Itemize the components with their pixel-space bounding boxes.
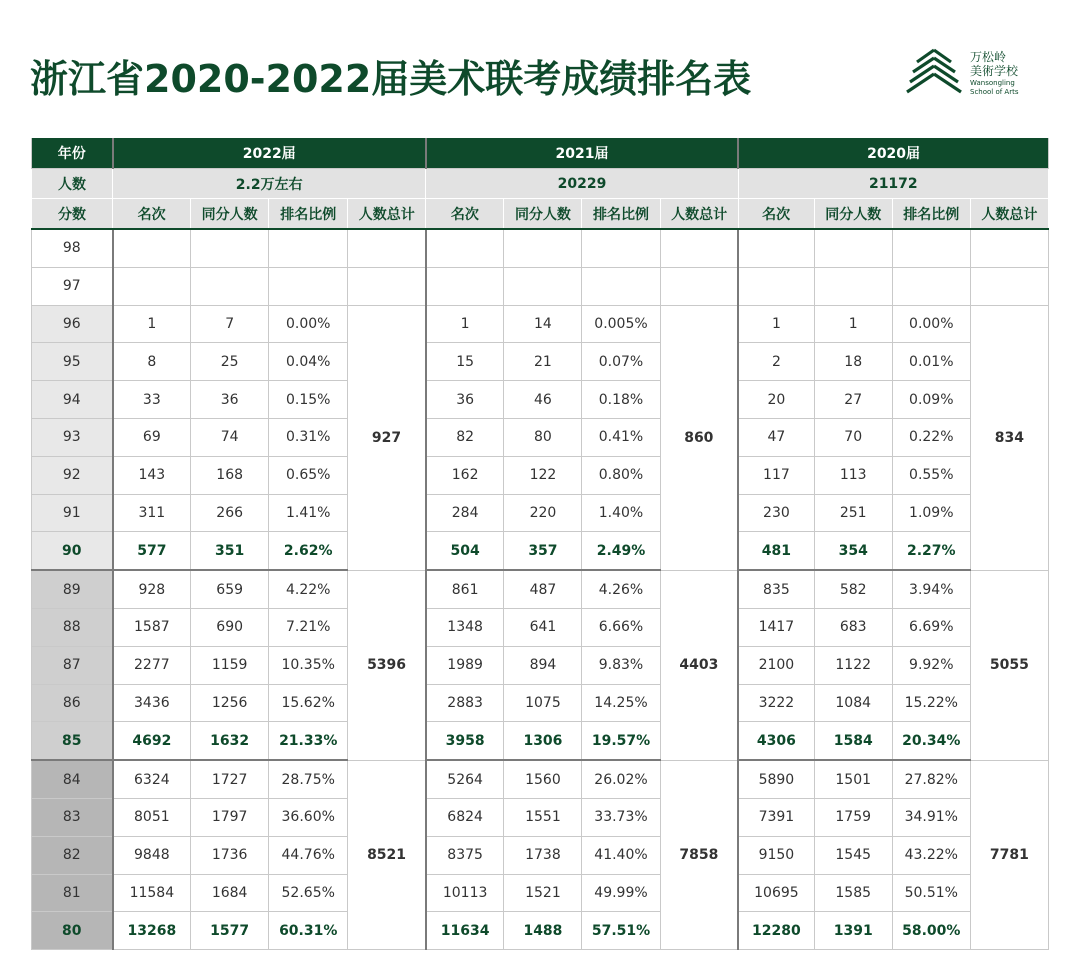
table-row: [32, 836, 1049, 874]
table-row: [32, 684, 1049, 722]
same-score-count-cell: 1122: [814, 646, 892, 684]
rank-cell: 8375: [426, 836, 504, 874]
count-label: 人数: [32, 169, 113, 199]
table-row: [32, 494, 1049, 532]
table-row: [32, 912, 1049, 950]
rank-ratio-cell: 0.15%: [269, 381, 348, 419]
table-row: [32, 722, 1049, 760]
rank-ratio-cell: [582, 267, 660, 305]
rank-ratio-cell: 1.09%: [892, 494, 970, 532]
rank-cell: 9848: [113, 836, 191, 874]
rank-ratio-cell: 44.76%: [269, 836, 348, 874]
rank-ratio-cell: 26.02%: [582, 760, 660, 798]
rank-cell: 13268: [113, 912, 191, 950]
year-2021-header: 2021届: [426, 138, 738, 169]
column-header: 名次: [738, 199, 814, 230]
rank-cell: 3958: [426, 722, 504, 760]
school-logo: [905, 46, 1065, 100]
rank-ratio-cell: 3.94%: [892, 570, 970, 608]
rank-cell: 7391: [738, 798, 814, 836]
rank-cell: [113, 267, 191, 305]
group-total-cell: 834: [970, 305, 1048, 570]
same-score-count-cell: 122: [504, 456, 582, 494]
total-cell: [660, 229, 738, 267]
score-cell: 96: [32, 305, 113, 343]
rank-cell: 12280: [738, 912, 814, 950]
same-score-count-cell: 1: [814, 305, 892, 343]
table-row: [32, 305, 1049, 343]
same-score-count-cell: 74: [191, 418, 269, 456]
same-score-count-cell: 1585: [814, 874, 892, 912]
same-score-count-cell: 690: [191, 608, 269, 646]
rank-cell: 143: [113, 456, 191, 494]
group-total-cell: 8521: [348, 760, 426, 949]
rank-ratio-cell: 6.69%: [892, 608, 970, 646]
rank-cell: 69: [113, 418, 191, 456]
same-score-count-cell: 1560: [504, 760, 582, 798]
table-row: [32, 798, 1049, 836]
total-cell: [348, 229, 426, 267]
group-total-cell: 860: [660, 305, 738, 570]
rank-ratio-cell: [269, 229, 348, 267]
rank-cell: [738, 267, 814, 305]
table-row: [32, 532, 1049, 570]
total-cell: [970, 267, 1048, 305]
rank-cell: 15: [426, 343, 504, 381]
same-score-count-cell: 7: [191, 305, 269, 343]
rank-ratio-cell: 0.09%: [892, 381, 970, 419]
same-score-count-cell: 46: [504, 381, 582, 419]
rank-cell: 2883: [426, 684, 504, 722]
same-score-count-cell: 25: [191, 343, 269, 381]
same-score-count-cell: 80: [504, 418, 582, 456]
rank-ratio-cell: 19.57%: [582, 722, 660, 760]
rank-ratio-cell: 2.62%: [269, 532, 348, 570]
score-cell: 93: [32, 418, 113, 456]
column-header: 排名比例: [892, 199, 970, 230]
rank-ratio-cell: 15.62%: [269, 684, 348, 722]
rank-cell: [738, 229, 814, 267]
same-score-count-cell: 1306: [504, 722, 582, 760]
same-score-count-cell: 168: [191, 456, 269, 494]
rank-cell: 5890: [738, 760, 814, 798]
score-cell: 97: [32, 267, 113, 305]
score-cell: 85: [32, 722, 113, 760]
same-score-count-cell: 351: [191, 532, 269, 570]
rank-cell: 928: [113, 570, 191, 608]
rank-ratio-cell: 2.27%: [892, 532, 970, 570]
rank-cell: 8051: [113, 798, 191, 836]
rank-ratio-cell: 14.25%: [582, 684, 660, 722]
rank-cell: 2277: [113, 646, 191, 684]
rank-cell: [426, 229, 504, 267]
rank-ratio-cell: 0.65%: [269, 456, 348, 494]
same-score-count-cell: 582: [814, 570, 892, 608]
rank-cell: 3436: [113, 684, 191, 722]
same-score-count-cell: [191, 229, 269, 267]
same-score-count-cell: 14: [504, 305, 582, 343]
rank-ratio-cell: 0.005%: [582, 305, 660, 343]
logo-english-name: [970, 79, 1019, 97]
rank-cell: 1989: [426, 646, 504, 684]
ranking-table: [31, 138, 1049, 950]
rank-ratio-cell: 2.49%: [582, 532, 660, 570]
score-cell: 87: [32, 646, 113, 684]
rank-cell: 82: [426, 418, 504, 456]
rank-ratio-cell: 58.00%: [892, 912, 970, 950]
rank-cell: 230: [738, 494, 814, 532]
score-cell: 90: [32, 532, 113, 570]
rank-cell: 1348: [426, 608, 504, 646]
same-score-count-cell: 1797: [191, 798, 269, 836]
rank-cell: 311: [113, 494, 191, 532]
score-cell: 89: [32, 570, 113, 608]
same-score-count-cell: 1521: [504, 874, 582, 912]
logo-en-line2: School of Arts: [970, 88, 1019, 96]
same-score-count-cell: 357: [504, 532, 582, 570]
same-score-count-cell: 251: [814, 494, 892, 532]
rank-ratio-cell: 15.22%: [892, 684, 970, 722]
rank-cell: 11634: [426, 912, 504, 950]
group-total-cell: 5396: [348, 570, 426, 760]
rank-ratio-cell: [269, 267, 348, 305]
rank-cell: 6824: [426, 798, 504, 836]
total-cell: [348, 267, 426, 305]
count-2020: 21172: [738, 169, 1048, 199]
table-row: [32, 608, 1049, 646]
year-2020-header: 2020届: [738, 138, 1048, 169]
rank-ratio-cell: 0.07%: [582, 343, 660, 381]
score-cell: 86: [32, 684, 113, 722]
rank-ratio-cell: 49.99%: [582, 874, 660, 912]
same-score-count-cell: 1727: [191, 760, 269, 798]
logo-en-line1: Wansongling: [970, 79, 1015, 87]
rank-ratio-cell: 0.31%: [269, 418, 348, 456]
same-score-count-cell: 21: [504, 343, 582, 381]
rank-cell: 835: [738, 570, 814, 608]
year-header-row: [32, 138, 1049, 169]
rank-cell: 1417: [738, 608, 814, 646]
rank-cell: 1: [426, 305, 504, 343]
same-score-count-cell: 894: [504, 646, 582, 684]
same-score-count-cell: 641: [504, 608, 582, 646]
rank-ratio-cell: 36.60%: [269, 798, 348, 836]
rank-cell: 577: [113, 532, 191, 570]
group-total-cell: 4403: [660, 570, 738, 760]
score-cell: 92: [32, 456, 113, 494]
rank-ratio-cell: 4.22%: [269, 570, 348, 608]
column-header: 同分人数: [191, 199, 269, 230]
same-score-count-cell: 683: [814, 608, 892, 646]
table-row: [32, 874, 1049, 912]
table-row: [32, 229, 1049, 267]
count-2021: 20229: [426, 169, 738, 199]
rank-ratio-cell: 0.00%: [269, 305, 348, 343]
same-score-count-cell: 220: [504, 494, 582, 532]
rank-ratio-cell: [582, 229, 660, 267]
score-cell: 83: [32, 798, 113, 836]
table-row: [32, 343, 1049, 381]
same-score-count-cell: 1159: [191, 646, 269, 684]
same-score-count-cell: 1684: [191, 874, 269, 912]
rank-cell: 36: [426, 381, 504, 419]
rank-cell: 47: [738, 418, 814, 456]
page-title: 浙江省2020-2022届美术联考成绩排名表: [30, 57, 752, 101]
same-score-count-cell: [814, 229, 892, 267]
rank-ratio-cell: 27.82%: [892, 760, 970, 798]
column-header: 名次: [113, 199, 191, 230]
same-score-count-cell: 70: [814, 418, 892, 456]
rank-ratio-cell: 33.73%: [582, 798, 660, 836]
same-score-count-cell: [814, 267, 892, 305]
rank-ratio-cell: 43.22%: [892, 836, 970, 874]
rank-ratio-cell: 57.51%: [582, 912, 660, 950]
rank-cell: 162: [426, 456, 504, 494]
column-header: 人数总计: [348, 199, 426, 230]
rank-ratio-cell: 20.34%: [892, 722, 970, 760]
score-cell: 80: [32, 912, 113, 950]
rank-ratio-cell: 28.75%: [269, 760, 348, 798]
rank-ratio-cell: 50.51%: [892, 874, 970, 912]
table-row: [32, 456, 1049, 494]
rank-ratio-cell: 4.26%: [582, 570, 660, 608]
same-score-count-cell: 1632: [191, 722, 269, 760]
same-score-count-cell: 1075: [504, 684, 582, 722]
rank-cell: 1: [113, 305, 191, 343]
group-total-cell: 7781: [970, 760, 1048, 949]
rank-ratio-cell: 9.83%: [582, 646, 660, 684]
table-row: [32, 760, 1049, 798]
rank-cell: 2100: [738, 646, 814, 684]
rank-ratio-cell: 60.31%: [269, 912, 348, 950]
same-score-count-cell: 1084: [814, 684, 892, 722]
column-header: 同分人数: [504, 199, 582, 230]
rank-ratio-cell: [892, 267, 970, 305]
same-score-count-cell: 1738: [504, 836, 582, 874]
rank-ratio-cell: 1.41%: [269, 494, 348, 532]
rank-ratio-cell: 6.66%: [582, 608, 660, 646]
column-header: 排名比例: [582, 199, 660, 230]
count-2022: 2.2万左右: [113, 169, 426, 199]
column-header: 排名比例: [269, 199, 348, 230]
column-header-row: [32, 199, 1049, 230]
same-score-count-cell: 1577: [191, 912, 269, 950]
rank-ratio-cell: 1.40%: [582, 494, 660, 532]
rank-cell: 4306: [738, 722, 814, 760]
rank-cell: 5264: [426, 760, 504, 798]
table-row: [32, 267, 1049, 305]
same-score-count-cell: 1551: [504, 798, 582, 836]
rank-ratio-cell: 41.40%: [582, 836, 660, 874]
rank-cell: 10113: [426, 874, 504, 912]
rank-cell: 861: [426, 570, 504, 608]
column-header: 名次: [426, 199, 504, 230]
score-cell: 82: [32, 836, 113, 874]
score-cell: 81: [32, 874, 113, 912]
same-score-count-cell: 1759: [814, 798, 892, 836]
year-label: 年份: [32, 138, 113, 169]
same-score-count-cell: 1256: [191, 684, 269, 722]
same-score-count-cell: 113: [814, 456, 892, 494]
rank-ratio-cell: 7.21%: [269, 608, 348, 646]
group-total-cell: 5055: [970, 570, 1048, 760]
table-row: [32, 381, 1049, 419]
year-2022-header: 2022届: [113, 138, 426, 169]
column-header: 人数总计: [660, 199, 738, 230]
count-header-row: [32, 169, 1049, 199]
rank-cell: 9150: [738, 836, 814, 874]
column-header: 人数总计: [970, 199, 1048, 230]
same-score-count-cell: 36: [191, 381, 269, 419]
same-score-count-cell: 1545: [814, 836, 892, 874]
rank-cell: 481: [738, 532, 814, 570]
score-cell: 91: [32, 494, 113, 532]
same-score-count-cell: [191, 267, 269, 305]
rank-ratio-cell: 34.91%: [892, 798, 970, 836]
logo-cn-line2: 美術学校: [970, 64, 1019, 78]
same-score-count-cell: 27: [814, 381, 892, 419]
same-score-count-cell: 1488: [504, 912, 582, 950]
rank-ratio-cell: 9.92%: [892, 646, 970, 684]
table-row: [32, 646, 1049, 684]
rank-ratio-cell: 21.33%: [269, 722, 348, 760]
rank-ratio-cell: 0.01%: [892, 343, 970, 381]
rank-ratio-cell: 0.18%: [582, 381, 660, 419]
score-label: 分数: [32, 199, 113, 230]
rank-ratio-cell: 0.04%: [269, 343, 348, 381]
rank-ratio-cell: 0.41%: [582, 418, 660, 456]
score-cell: 95: [32, 343, 113, 381]
same-score-count-cell: 487: [504, 570, 582, 608]
group-total-cell: 7858: [660, 760, 738, 949]
same-score-count-cell: [504, 229, 582, 267]
rank-ratio-cell: [892, 229, 970, 267]
same-score-count-cell: 659: [191, 570, 269, 608]
rank-ratio-cell: 10.35%: [269, 646, 348, 684]
same-score-count-cell: 266: [191, 494, 269, 532]
table-row: [32, 418, 1049, 456]
rank-cell: [426, 267, 504, 305]
same-score-count-cell: 1736: [191, 836, 269, 874]
same-score-count-cell: 1584: [814, 722, 892, 760]
rank-cell: 3222: [738, 684, 814, 722]
rank-cell: 20: [738, 381, 814, 419]
pine-tree-logo-icon: [905, 48, 963, 96]
rank-ratio-cell: 0.00%: [892, 305, 970, 343]
group-total-cell: 927: [348, 305, 426, 570]
rank-cell: [113, 229, 191, 267]
same-score-count-cell: 18: [814, 343, 892, 381]
same-score-count-cell: 1391: [814, 912, 892, 950]
rank-cell: 6324: [113, 760, 191, 798]
table-row: [32, 570, 1049, 608]
rank-ratio-cell: 52.65%: [269, 874, 348, 912]
rank-cell: 2: [738, 343, 814, 381]
total-cell: [970, 229, 1048, 267]
rank-cell: 10695: [738, 874, 814, 912]
rank-cell: 4692: [113, 722, 191, 760]
rank-cell: 117: [738, 456, 814, 494]
logo-cn-line1: 万松岭: [970, 50, 1007, 64]
column-header: 同分人数: [814, 199, 892, 230]
score-cell: 94: [32, 381, 113, 419]
rank-cell: 33: [113, 381, 191, 419]
rank-ratio-cell: 0.22%: [892, 418, 970, 456]
same-score-count-cell: [504, 267, 582, 305]
rank-cell: 1587: [113, 608, 191, 646]
score-cell: 84: [32, 760, 113, 798]
rank-ratio-cell: 0.55%: [892, 456, 970, 494]
score-cell: 98: [32, 229, 113, 267]
rank-cell: 1: [738, 305, 814, 343]
score-cell: 88: [32, 608, 113, 646]
rank-cell: 11584: [113, 874, 191, 912]
rank-cell: 284: [426, 494, 504, 532]
logo-chinese-name: [970, 50, 1018, 78]
same-score-count-cell: 1501: [814, 760, 892, 798]
total-cell: [660, 267, 738, 305]
rank-ratio-cell: 0.80%: [582, 456, 660, 494]
same-score-count-cell: 354: [814, 532, 892, 570]
rank-cell: 504: [426, 532, 504, 570]
rank-cell: 8: [113, 343, 191, 381]
